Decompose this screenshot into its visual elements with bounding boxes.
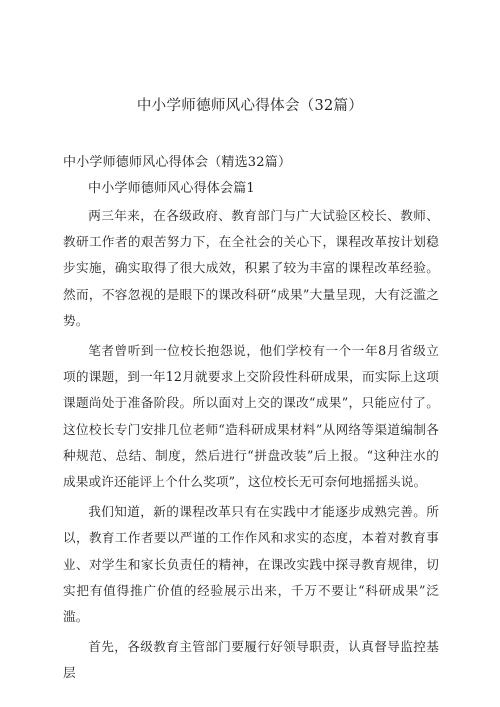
document-subtitle: 中小学师德师风心得体会（精选32篇） [63, 155, 292, 170]
paragraph: 我们知道，新的课程改革只有在实践中才能逐步成熟完善。所以，教育工作者要以严谨的工作作风和求实的态度，本着对教育事业、对学生和家长负责任的精神，在课改实践中探寻教育规律，切实把有值得推广价值的经验展示出来，千万不要让“科研成果”泛滥。 [63, 504, 439, 625]
body-text [63, 203, 439, 691]
document-title: 中小学师德师风心得体会（32篇） [136, 98, 364, 114]
chapter-heading: 中小学师德师风心得体会篇1 [88, 181, 255, 196]
paragraph: 首先，各级教育主管部门要履行好领导职责，认真督导监控基层 [63, 639, 439, 681]
paragraph: 笔者曾听到一位校长抱怨说，他们学校有一个一年8月省级立项的课题，到一年12月就要求上交阶段性科研成果，而实际上这项课题尚处于准备阶段。所以面对上交的课改“成果”，只能应付了。这位校长专门安排几位老师“造科研成果材料”从网络等渠道编制各种规范、总结、制度，然后进行“拼盘改装”后上报。“这种注水的成果或许还能评上个什么奖项”，这位校长无可奈何地摇摇头说。 [63, 343, 439, 490]
paragraph: 两三年来，在各级政府、教育部门与广大试验区校长、教师、教研工作者的艰苦努力下，在全社会的关心下，课程改革按计划稳步实施，确实取得了很大成效，积累了较为丰富的课程改革经验。然而，不容忽视的是眼下的课改科研“成果”大量呈现，大有泛滥之势。 [63, 208, 439, 328]
